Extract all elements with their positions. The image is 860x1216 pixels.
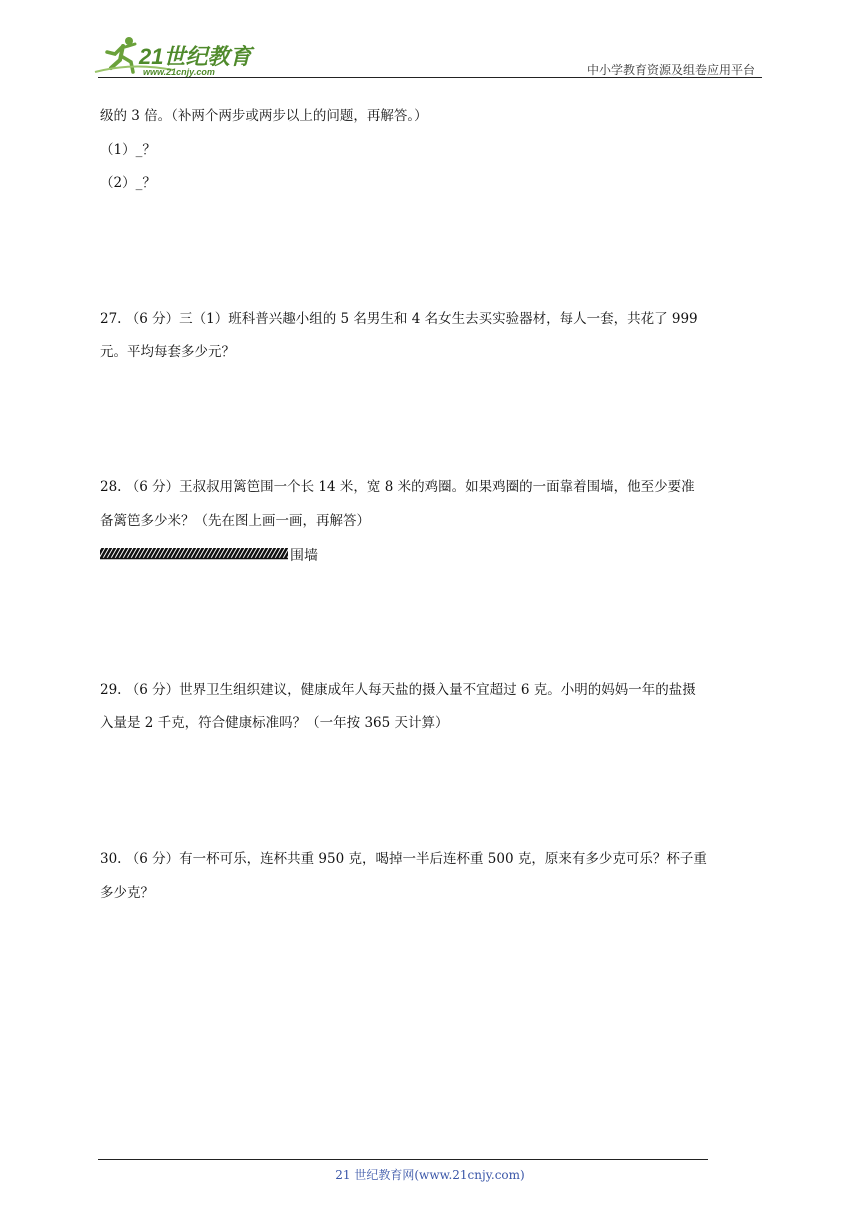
q26-subquestion-1: （1）_？ [100,142,156,158]
svg-text:www.21cnjy.com: www.21cnjy.com [143,67,215,77]
footer-divider [98,1159,708,1160]
q30-text-line2: 多少克？ [100,885,154,901]
wall-diagram [100,545,288,559]
svg-text:21世纪教育: 21世纪教育 [139,44,252,69]
q29-text-line2: 入量是 2 千克，符合健康标准吗？（一年按 365 天计算） [100,715,449,731]
footer-text: 21 世纪教育网(www.21cnjy.com) [335,1168,525,1182]
q28-text-line1: 28. （6 分）王叔叔用篱笆围一个长 14 米，宽 8 米的鸡圈。如果鸡圈的一面靠着围墙，他至少要准 [100,479,695,495]
runner-logo-icon [93,32,258,80]
q29-text-line1: 29. （6 分）世界卫生组织建议，健康成年人每天盐的摄入量不宜超过 6 克。小明的妈妈一年的盐摄 [100,682,696,698]
q26-subquestion-2: （2）_？ [100,175,156,191]
q27-text-line2: 元。平均每套多少元？ [100,344,235,360]
platform-title: 中小学教育资源及组卷应用平台 [586,63,755,77]
q27-text-line1: 27. （6 分）三（1）班科普兴趣小组的 5 名男生和 4 名女生去买实验器材，每人一套，共花了 999 [100,311,698,327]
q28-text-line2: 备篱笆多少米？（先在图上画一画，再解答） [100,513,370,529]
site-logo [93,32,258,80]
header-divider [98,77,762,78]
q30-text-line1: 30. （6 分）有一杯可乐，连杯共重 950 克，喝掉一半后连杯重 500 克，原来有多少克可乐？杯子重 [100,851,707,867]
wall-label: 围墙 [290,548,318,564]
q26-continuation-text: 级的 3 倍。（补两个两步或两步以上的问题，再解答。） [100,108,428,124]
